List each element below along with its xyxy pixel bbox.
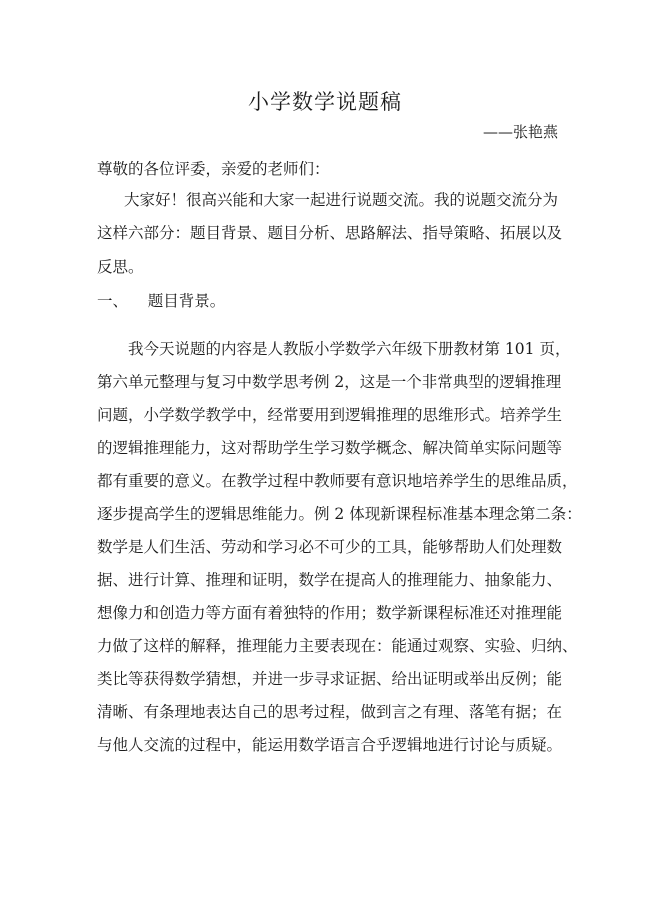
body-line: 数学是人们生活、劳动和学习必不可少的工具，能够帮助人们处理数 [97, 538, 563, 556]
document-title: 小学数学说题稿 [248, 90, 402, 114]
greeting: 尊敬的各位评委，亲爱的老师们： [97, 160, 330, 178]
body-line: 问题，小学数学教学中，经常要用到逻辑推理的思维形式。培养学生 [97, 406, 563, 424]
intro-line: 这样六部分：题目背景、题目分析、思路解法、指导策略、拓展以及 [97, 224, 563, 242]
body-line: 据、进行计算、推理和证明，数学在提高人的推理能力、抽象能力、 [97, 571, 563, 589]
body-line: 类比等获得数学猜想，并进一步寻求证据、给出证明或举出反例；能 [97, 670, 563, 688]
body-line: 的逻辑推理能力，这对帮助学生学习数学概念、解决简单实际问题等 [97, 439, 563, 457]
body-line: 想像力和创造力等方面有着独特的作用；数学新课程标准还对推理能 [97, 604, 563, 622]
body-line: 清晰、有条理地表达自己的思考过程，做到言之有理、落笔有据；在 [97, 703, 563, 721]
body-line: 第六单元整理与复习中数学思考例 2，这是一个非常典型的逻辑推理 [97, 373, 562, 391]
body-line: 我今天说题的内容是人教版小学数学六年级下册教材第 101 页， [128, 340, 571, 358]
body-line: 逐步提高学生的逻辑思维能力。例 2 体现新课程标准基本理念第二条： [97, 505, 582, 523]
intro-line: 大家好！很高兴能和大家一起进行说题交流。我的说题交流分为 [124, 191, 559, 209]
intro-line: 反思。 [97, 258, 144, 276]
author-line: ——张艳燕 [482, 123, 558, 141]
body-line: 力做了这样的解释，推理能力主要表现在：能通过观察、实验、归纳、 [97, 637, 578, 655]
section-heading: 一、 题目背景。 [97, 292, 226, 310]
body-line: 都有重要的意义。在教学过程中教师要有意识地培养学生的思维品质， [97, 472, 578, 490]
body-line: 与他人交流的过程中，能运用数学语言合乎逻辑地进行讨论与质疑。 [97, 736, 563, 754]
